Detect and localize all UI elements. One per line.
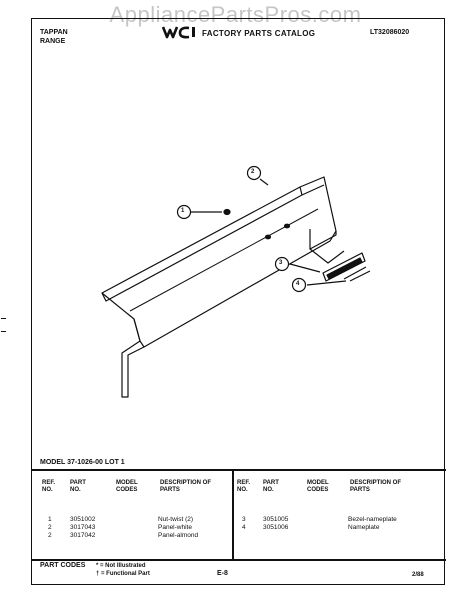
callout-3: 3 xyxy=(279,260,283,266)
brand-line-1: TAPPAN xyxy=(40,29,68,36)
header-part-no-left: PART NO. xyxy=(70,480,86,493)
left-row-2-part: 3017043 xyxy=(70,524,96,531)
catalog-number: LT32086020 xyxy=(370,29,410,36)
left-row-2-ref: 2 xyxy=(48,524,52,531)
exploded-parts-diagram xyxy=(32,19,446,459)
header-ref-no-left: REF. NO. xyxy=(42,480,56,493)
header-description-right: DESCRIPTION OF PARTS xyxy=(350,480,402,493)
right-row-1-ref: 3 xyxy=(242,516,246,523)
right-row-2-ref: 4 xyxy=(242,524,246,531)
code-functional-part: † = Functional Part xyxy=(96,571,150,577)
header-part-no-right: PART NO. xyxy=(263,480,279,493)
header-ref-no-right: REF. NO. xyxy=(237,480,251,493)
header-description-left: DESCRIPTION OF PARTS xyxy=(160,480,212,493)
right-row-1-desc: Bezel-nameplate xyxy=(348,516,397,523)
model-line: MODEL 37-1026-00 LOT 1 xyxy=(40,459,125,466)
catalog-title: FACTORY PARTS CATALOG xyxy=(202,29,316,38)
right-row-1-part: 3051005 xyxy=(263,516,289,523)
revision-date: 2/88 xyxy=(412,572,424,578)
table-top-rule xyxy=(32,469,446,471)
brand-line-2: RANGE xyxy=(40,38,66,45)
left-row-3-desc: Panel-almond xyxy=(158,532,199,539)
left-row-1-part: 3051002 xyxy=(70,516,96,523)
code-not-illustrated: * = Not Illustrated xyxy=(96,563,146,569)
part-codes-label: PART CODES xyxy=(40,562,86,569)
watermark: AppliancePartsPros.com xyxy=(109,2,362,27)
right-row-2-part: 3051006 xyxy=(263,524,289,531)
left-row-3-part: 3017042 xyxy=(70,532,96,539)
right-row-2-desc: Nameplate xyxy=(348,524,380,531)
left-row-1-desc: Nut-twist (2) xyxy=(158,516,194,523)
binding-mark xyxy=(1,318,6,332)
left-row-2-desc: Panel-white xyxy=(158,524,192,531)
header-model-codes-left: MODEL CODES xyxy=(116,480,138,493)
callout-1: 1 xyxy=(181,208,185,214)
page-number: E-8 xyxy=(217,570,228,577)
table-center-divider xyxy=(232,469,234,559)
callout-2: 2 xyxy=(251,169,255,175)
left-row-1-ref: 1 xyxy=(48,516,52,523)
callout-4: 4 xyxy=(296,281,300,287)
header-model-codes-right: MODEL CODES xyxy=(307,480,329,493)
catalog-page xyxy=(31,18,445,585)
left-row-3-ref: 2 xyxy=(48,532,52,539)
table-bottom-rule xyxy=(32,559,446,561)
